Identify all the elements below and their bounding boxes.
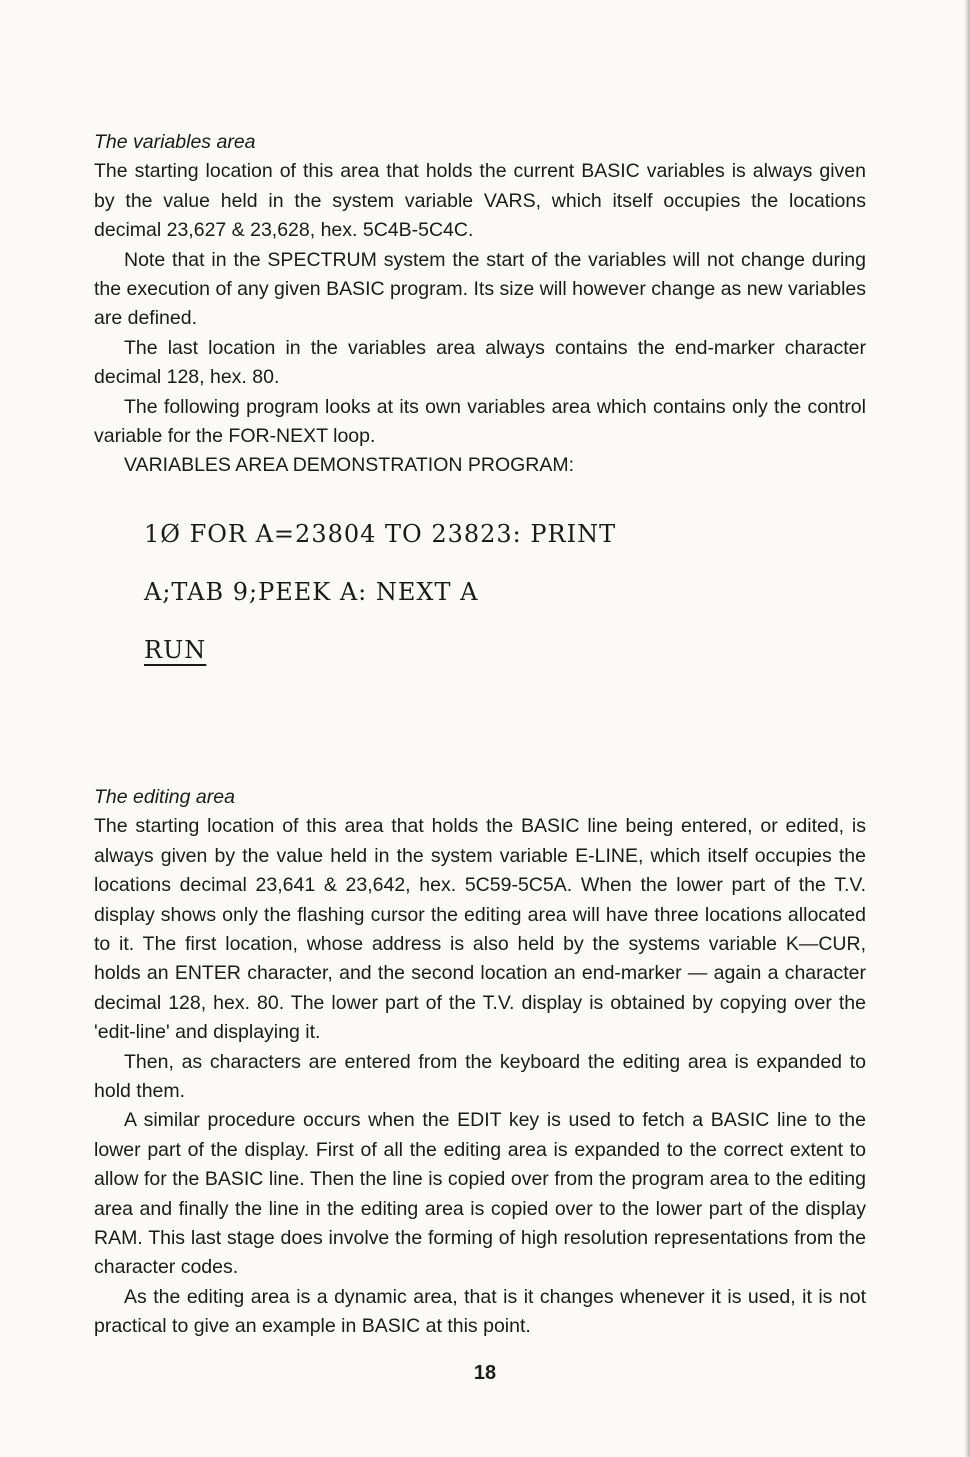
paragraph: A similar procedure occurs when the EDIT key is used to fetch a BASIC line to the lower part of the display. First of all the editing area is expanded to the correct extent to allow for the BASIC line. Then the line is copied over from the program area to the editing area and finally the line in the editing area is copied over to the lower part of the display RAM. This last stage does involve the forming of high resolution representations from the character codes. <box>94 1109 866 1279</box>
program-title: VARIABLES AREA DEMONSTRATION PROGRAM: <box>124 454 575 477</box>
paragraph: Note that in the SPECTRUM system the start of the variables will not change during the execution of any given BASIC program. Its size will however change as new variables are defined. <box>94 248 866 330</box>
run-command: RUN <box>144 635 207 664</box>
paragraph: Then, as characters are entered from the keyboard the editing area is expanded to hold them. <box>94 1050 866 1102</box>
page-edge <box>964 0 970 1457</box>
paragraph: The starting location of this area that holds the BASIC line being entered, or edited, is always given by the value held in the system variable E-LINE, which itself occupies the locations decimal 23,641 & 23,642, hex. 5C59-5C5A. When the lower part of the T.V. display shows only the flashing cursor the editing area will have three locations allocated to it. The first location, whose address is also held by the systems variable K—CUR, holds an ENTER character, and the second location an end-marker — again a character decimal 128, hex. 80. The lower part of the T.V. display is obtained by copying over the 'edit-line' and displaying it. <box>94 815 866 1044</box>
paragraph: As the editing area is a dynamic area, that is it changes whenever it is used, it is not practical to give an example in BASIC at this point. <box>94 1285 866 1338</box>
paragraph: The starting location of this area that holds the current BASIC variables is always given by the value held in the system variable VARS, which itself occupies the locations decimal 23,627 & 23,628, hex. 5C4B-5C4C. <box>94 160 866 242</box>
section-heading-editing: The editing area <box>94 785 235 808</box>
paragraph: The following program looks at its own variables area which contains only the control variable for the FOR-NEXT loop. <box>94 395 866 448</box>
paragraph: The last location in the variables area always contains the end-marker character decimal 128, hex. 80. <box>94 336 866 389</box>
code-listing <box>144 505 866 679</box>
code-line: 1Ø FOR A=23804 TO 23823: PRINT <box>144 519 617 548</box>
section-heading-variables: The variables area <box>94 131 256 153</box>
page-body <box>94 128 866 1342</box>
code-line: A;TAB 9;PEEK A: NEXT A <box>144 577 479 606</box>
page-number: 18 <box>473 1362 497 1384</box>
